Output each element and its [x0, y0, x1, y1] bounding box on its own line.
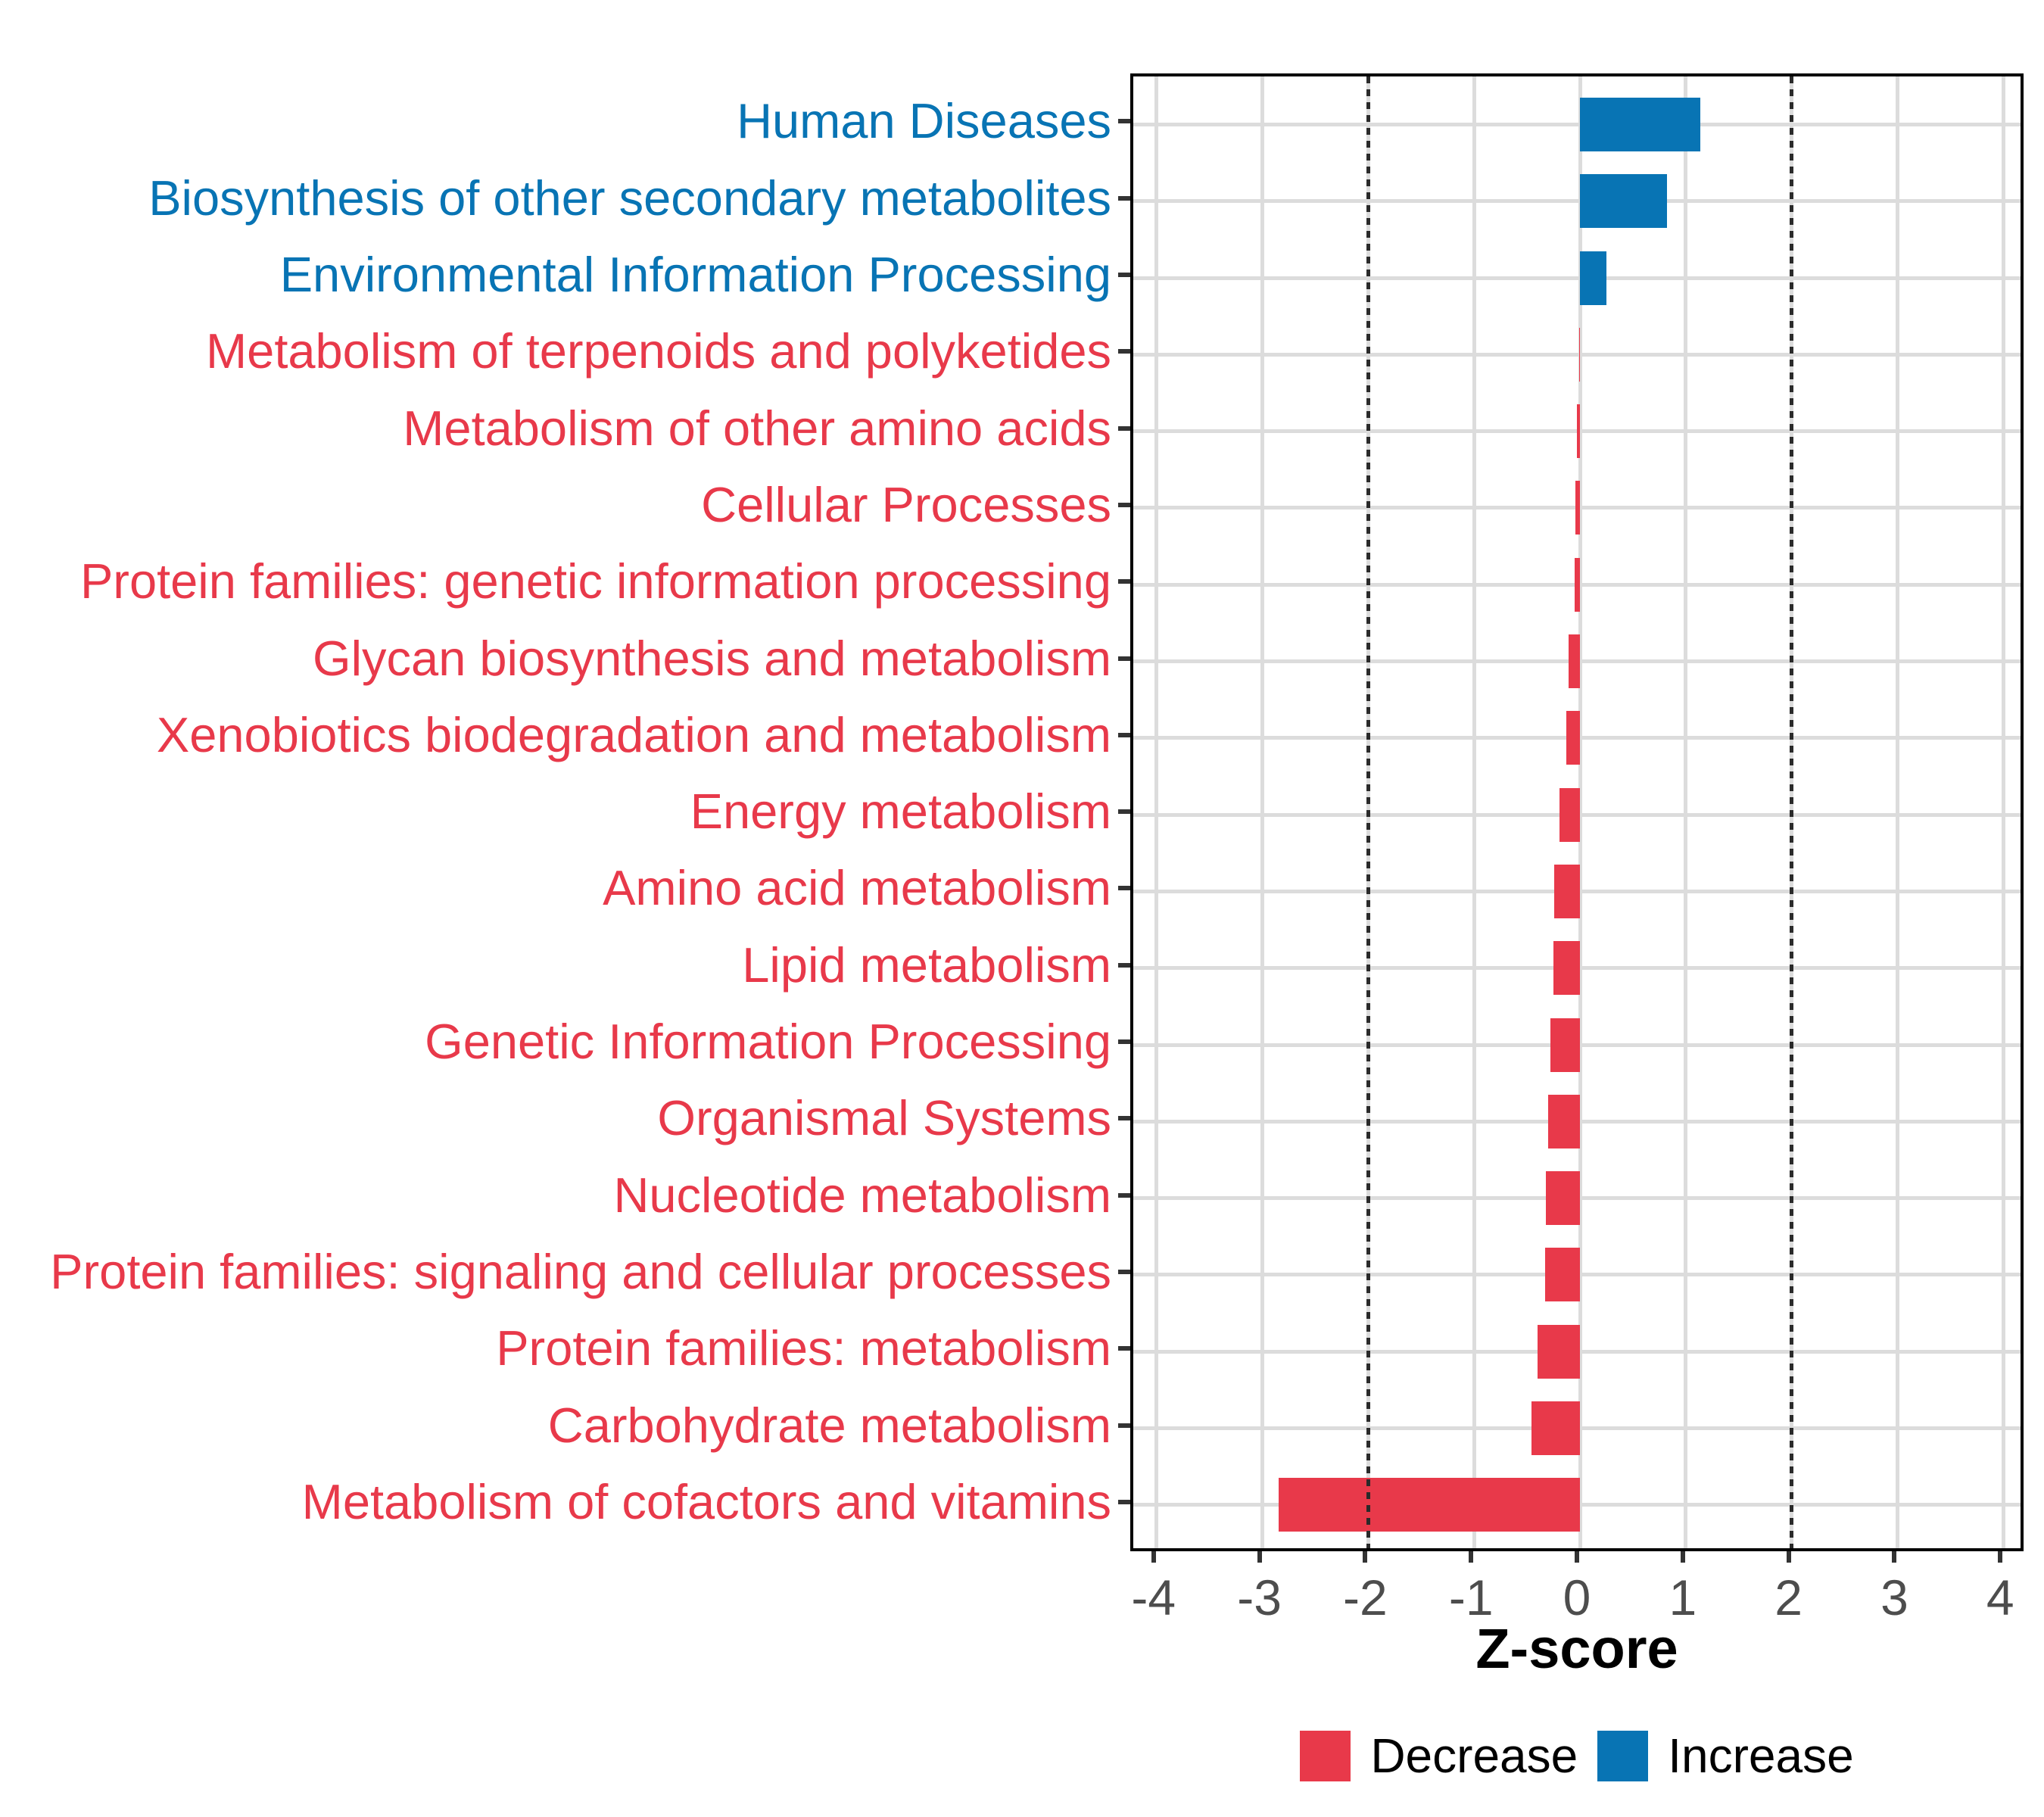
y-axis-label: Metabolism of other amino acids	[403, 400, 1111, 456]
bar	[1531, 1401, 1580, 1455]
y-axis-label: Amino acid metabolism	[603, 860, 1111, 916]
x-axis-title: Z-score	[1475, 1617, 1678, 1680]
y-axis-tick	[1118, 119, 1130, 123]
bar	[1577, 404, 1580, 458]
legend	[1130, 1728, 2024, 1783]
y-axis-tick	[1118, 1193, 1130, 1198]
x-axis-tick-label: 2	[1774, 1569, 1803, 1625]
bar	[1538, 1325, 1580, 1379]
legend-swatch-decrease	[1300, 1731, 1351, 1781]
y-axis-label: Lipid metabolism	[742, 937, 1111, 993]
bar	[1545, 1248, 1580, 1301]
y-axis-tick	[1118, 1423, 1130, 1428]
y-axis-tick	[1118, 426, 1130, 431]
bar	[1580, 98, 1700, 151]
x-axis-tick-label: 3	[1880, 1569, 1908, 1625]
y-axis-tick	[1118, 349, 1130, 354]
x-axis-tick-label: -3	[1237, 1569, 1282, 1625]
y-axis-label: Glycan biosynthesis and metabolism	[313, 630, 1111, 686]
x-axis-tick-label: -2	[1343, 1569, 1388, 1625]
y-axis-label: Metabolism of terpenoids and polyketides	[206, 323, 1111, 379]
x-axis-tick-label: -1	[1448, 1569, 1494, 1625]
bar	[1575, 558, 1580, 612]
bar	[1548, 1095, 1580, 1148]
y-axis-tick	[1118, 196, 1130, 201]
y-axis-label: Protein families: metabolism	[496, 1320, 1111, 1376]
gridline-y	[1133, 199, 2021, 203]
legend-label-decrease: Decrease	[1370, 1728, 1578, 1783]
legend-item-increase	[1597, 1728, 1853, 1784]
x-axis-tick	[1998, 1551, 2002, 1563]
x-axis-tick	[1787, 1551, 1791, 1563]
bar	[1579, 328, 1580, 382]
x-axis-tick	[1363, 1551, 1367, 1563]
y-axis-label: Carbohydrate metabolism	[547, 1397, 1111, 1453]
y-axis-label: Genetic Information Processing	[425, 1014, 1111, 1069]
y-axis-tick	[1118, 886, 1130, 890]
y-axis-label: Human Diseases	[737, 93, 1111, 149]
y-axis-tick	[1118, 733, 1130, 737]
x-axis-tick	[1681, 1551, 1685, 1563]
y-axis-tick	[1118, 963, 1130, 968]
y-axis-tick	[1118, 273, 1130, 277]
x-axis-tick-label: 4	[1986, 1569, 2014, 1625]
bar	[1554, 865, 1580, 918]
y-axis-label: Xenobiotics biodegradation and metabolism	[156, 706, 1111, 762]
bar	[1546, 1171, 1580, 1225]
y-axis-tick	[1118, 656, 1130, 661]
bar	[1569, 634, 1580, 688]
y-axis-tick	[1118, 1270, 1130, 1274]
y-axis-label: Protein families: genetic information processing	[79, 553, 1111, 609]
y-axis-tick	[1118, 1500, 1130, 1504]
y-axis-label: Protein families: signaling and cellular processes	[50, 1243, 1111, 1299]
y-axis-label: Organismal Systems	[657, 1090, 1111, 1146]
y-axis-label: Metabolism of cofactors and vitamins	[301, 1473, 1111, 1529]
bar	[1566, 711, 1580, 765]
bar	[1553, 941, 1580, 995]
y-axis-label: Environmental Information Processing	[279, 247, 1111, 302]
legend-label-increase: Increase	[1668, 1728, 1854, 1783]
y-axis-tick	[1118, 1116, 1130, 1120]
y-axis-tick	[1118, 503, 1130, 507]
y-axis-tick	[1118, 579, 1130, 584]
reference-line	[1790, 76, 1793, 1548]
x-axis-tick-label: -4	[1131, 1569, 1176, 1625]
x-axis-tick	[1469, 1551, 1473, 1563]
y-axis-label: Energy metabolism	[690, 784, 1111, 840]
gridline-y	[1133, 353, 2021, 357]
gridline-y	[1133, 276, 2021, 280]
bar	[1580, 251, 1606, 305]
x-axis-tick	[1151, 1551, 1156, 1563]
y-axis-tick	[1118, 809, 1130, 814]
y-axis-label: Cellular Processes	[701, 476, 1111, 532]
x-axis-tick-label: 1	[1669, 1569, 1697, 1625]
reference-line	[1366, 76, 1370, 1548]
legend-item-decrease	[1300, 1728, 1578, 1784]
bar	[1550, 1018, 1580, 1072]
y-axis-tick	[1118, 1346, 1130, 1351]
bar	[1559, 788, 1580, 842]
bar	[1575, 481, 1580, 535]
bar	[1279, 1478, 1580, 1532]
y-axis-label: Nucleotide metabolism	[613, 1167, 1111, 1223]
x-axis-tick	[1257, 1551, 1262, 1563]
bar	[1580, 174, 1667, 228]
legend-swatch-increase	[1597, 1731, 1648, 1781]
plot-panel	[1130, 73, 2024, 1551]
x-axis-tick	[1575, 1551, 1579, 1563]
x-axis-tick	[1892, 1551, 1896, 1563]
x-axis-tick-label: 0	[1563, 1569, 1591, 1625]
gridline-y	[1133, 123, 2021, 126]
y-axis-label: Biosynthesis of other secondary metabolites	[148, 170, 1111, 226]
y-axis-tick	[1118, 1039, 1130, 1044]
